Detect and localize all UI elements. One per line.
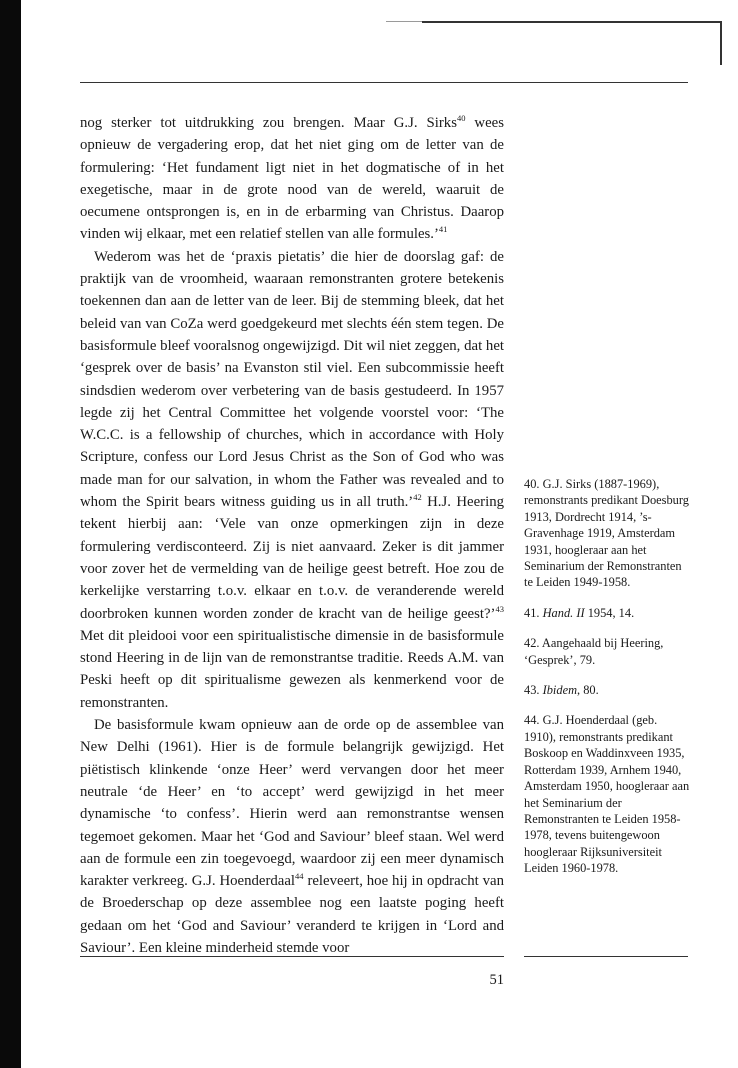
note-text: 1954, 14. (587, 605, 635, 620)
note-number: 41. (524, 605, 540, 620)
footnote-ref-41: 41 (438, 224, 448, 235)
main-text-column (80, 112, 504, 959)
text-run: releveert, hoe hij in opdracht van de Broederschap op deze assemblee nog een laatste poging heeft gedaan om het ‘God and Saviour’ veranderd te krijgen in ‘Lord and Saviour’. Een kleine minderheid stemde voor (80, 873, 504, 956)
text-run: De basisformule kwam opnieuw aan de orde op de assemblee van New Delhi (1961). Hier is de formule belangrijk gewijzigd. Het piëtistisch klinkende ‘onze Heer’ werd vervangen door het meer neutrale ‘de Heer’ en ‘to accept’ werd gewijzigd in het meer dynamische ‘to confess’. Hierin werd aan remonstrantse wensen tegemoet gekomen. Maar het ‘God and Saviour’ bleef staan. Wel werd aan de formule een zin toegevoegd, waardoor zij een meer dynamisch karakter verkreeg. G.J. Hoenderdaal (80, 717, 504, 890)
note-43 (524, 682, 690, 698)
footnote-ref-43: 43 (495, 603, 504, 614)
paragraph-3 (80, 714, 504, 959)
paragraph-2 (80, 246, 504, 714)
note-italic-title: Ibidem (542, 683, 578, 698)
page-number: 51 (489, 972, 504, 988)
note-number: 40. (524, 477, 540, 491)
note-number: 44. (524, 713, 540, 728)
note-text: , 80. (577, 683, 599, 698)
footnote-ref-40: 40 (456, 113, 466, 124)
bottom-rule-notes (524, 956, 688, 957)
note-40 (524, 476, 690, 591)
text-run: nog sterker tot uitdrukking zou brengen. Maar G.J. Sirks (80, 115, 457, 131)
bottom-rule-main (80, 956, 504, 957)
header-rule (422, 21, 722, 23)
paragraph-1 (80, 112, 504, 246)
note-44 (524, 712, 690, 876)
note-41 (524, 605, 690, 621)
note-42 (524, 635, 690, 668)
note-text: Aangehaald bij Heering, ‘Gesprek’, 79. (524, 636, 664, 667)
note-text: G.J. Hoenderdaal (geb. 1910), remonstrants predikant Boskoop en Waddinxveen 1935, Rotterdam 1939, Arnhem 1940, Amsterdam 1950, hoogleraar aan het Seminarium der Remonstranten te Leiden 1958-1978, tevens buitengewoon hoogleraar Rijksuniversiteit Leiden 1960-1978. (524, 713, 690, 876)
note-number: 42. (524, 636, 540, 651)
text-run: H.J. Heering tekent hierbij aan: ‘Vele van onze opmerkingen zijn in deze formulering verdisconteerd. Zij is niet aanvaard. Zeker is dit jammer voor zover het de vermelding van de heilige geest betreft. Hoe zou de kerkelijke verstarring t.o.v. elkaar en t.o.v. de veranderende wereld doorbroken kunnen worden zonder de kracht van de heilige geest?’ (80, 494, 504, 622)
text-run: Met dit pleidooi voor een spiritualistische dimensie in de basisformule stond Heering in de lijn van de remonstrantse traditie. Reeds A.M. van Peski heeft op dit spiritualisme gewezen als kenmerkend voor de remonstranten. (80, 627, 504, 711)
note-number: 43. (524, 683, 540, 698)
note-text: G.J. Sirks (1887-1969), remonstrants predikant Doesburg 1913, Dordrecht 1914, ’s-Gravenhage 1919, Amsterdam 1931, hoogleraar aan het Seminarium der Remonstranten te Leiden 1949-1958. (524, 477, 689, 590)
footnote-ref-44: 44 (295, 871, 304, 882)
side-notes-column (524, 476, 690, 891)
text-run: wees opnieuw de vergadering erop, dat het niet ging om de letter van de formulering: ‘Het fundament ligt niet in het dogmatische of in het exegetische, maar in de grote nood van de wereld, waaruit de oecumene ontsprongen is, en in de erbarming van Christus. Daarop vinden wij elkaar, met een relatief stellen van alle formules.’ (80, 115, 504, 243)
footnote-ref-42: 42 (413, 492, 422, 503)
note-italic-title: Hand. II (542, 605, 585, 620)
header-rule-corner (720, 21, 722, 65)
scan-edge-bar (0, 0, 21, 1068)
top-rule (80, 82, 688, 83)
text-run: Wederom was het de ‘praxis pietatis’ die hier de doorslag gaf: de praktijk van de vroomheid, waaraan remonstranten grotere betekenis toekennen dan aan de letter van de leer. Bij de stemming bleek, dat het beleid van van CoZa werd goedgekeurd met slechts één stem tegen. De basisformule bleef vooralsnog ongewijzigd. Dit wil niet zeggen, dat het ‘gesprek over de basis’ na Evanston stil viel. Een subcommissie heeft sindsdien wederom over verbetering van de basis gestudeerd. In 1957 legde zij het Central Committee het volgende voorstel voor: ‘The W.C.C. is a fellowship of churches, which in accordance with Holy Scripture, confess our Lord Jesus Christ as the Son of God who was made man for our salvation, in whom the Father was revealed and to whom the Spirit bears witness guiding us in all truth.’ (80, 248, 504, 511)
header-rule-faint (386, 21, 422, 22)
